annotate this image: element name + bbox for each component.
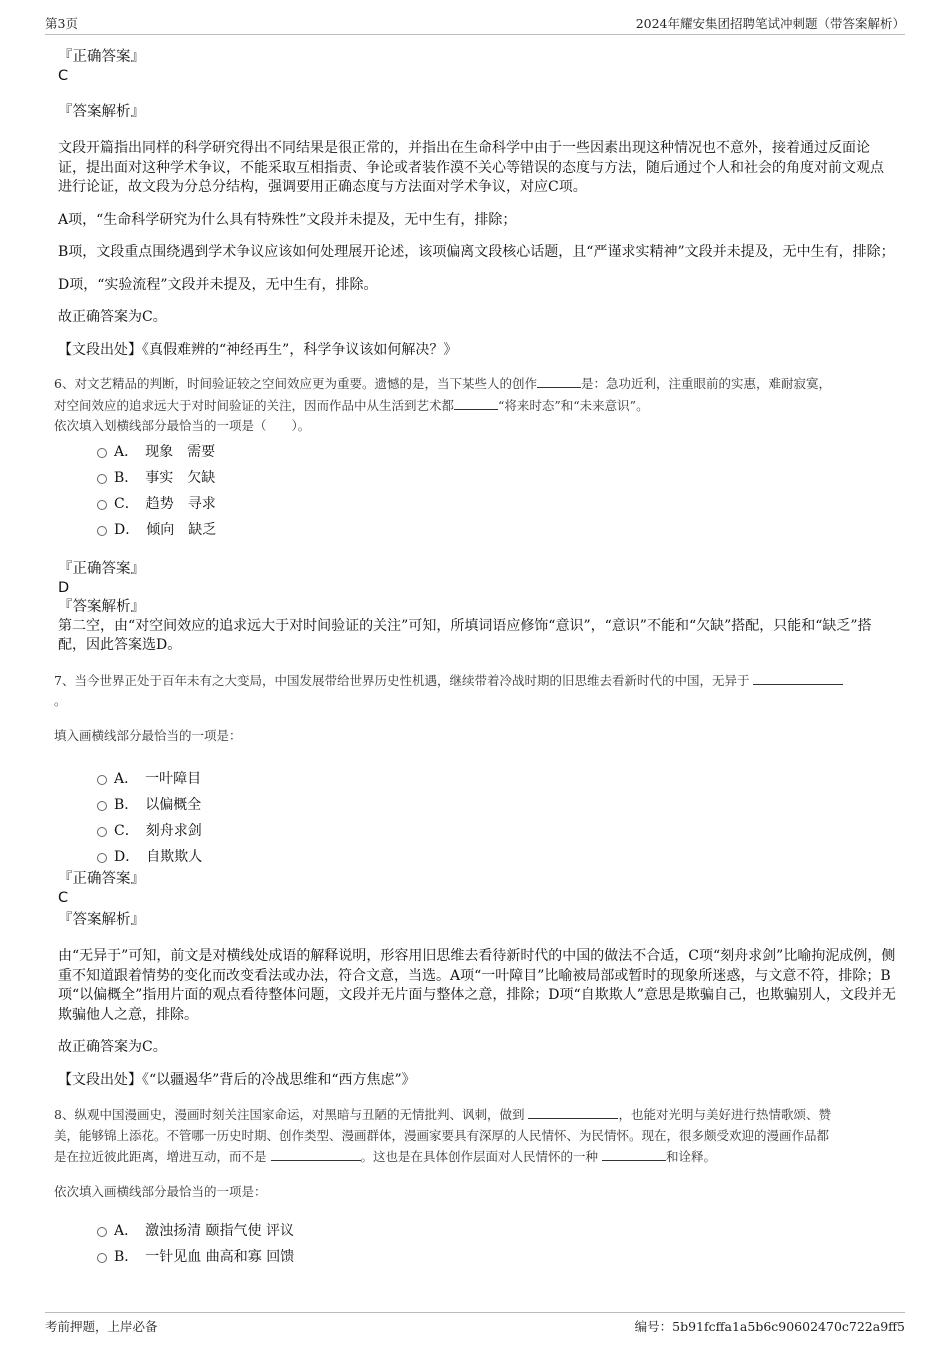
correct-answer-label: 『正确答案』 xyxy=(58,49,145,65)
source-citation: 【文段出处】《真假难辨的“神经再生”，科学争议该如何解决？》 xyxy=(58,341,458,358)
footer-slogan: 考前押题，上岸必备 xyxy=(45,1319,158,1334)
option-d[interactable]: D． 自欺欺人 xyxy=(58,844,896,870)
page-number: 第3页 xyxy=(45,16,78,31)
question-text: 是在拉近彼此距离，增进互动，而不是 。这也是在具体创作层面对人民情怀的一种 和诠释。 xyxy=(54,1146,896,1168)
option-a[interactable]: A． 现象 需要 xyxy=(58,439,896,465)
analysis-paragraph: 由“无异于”可知，前文是对横线处成语的解释说明，形容用旧思维去看待新时代的中国的做法不合适，C项“刻舟求剑”比喻拘泥成例，侧重不知道跟着情势的变化而改变看法或办法，符合文意，当选。A项“一叶障目”比喻被局部或暂时的现象所迷惑，与文意不符，排除；B项“以偏概全”指用片面的观点看待整体问题，文段并无片面与整体之意，排除；D项“自欺欺人”意思是欺骗自己，也欺骗别人，文段并无欺骗他人之意，排除。 xyxy=(58,948,896,1023)
option-c[interactable]: C． 趋势 寻求 xyxy=(58,491,896,517)
question-text: 美，能够锦上添花。不管哪一历史时期、创作类型、漫画群体，漫画家要具有深厚的人民情怀、为民情怀。现在，很多颇受欢迎的漫画作品都 xyxy=(54,1127,830,1143)
radio-button[interactable] xyxy=(97,801,107,811)
answer-blank xyxy=(753,670,843,685)
option-a[interactable]: A． 一叶障目 xyxy=(58,766,896,792)
radio-button[interactable] xyxy=(97,775,107,785)
radio-button[interactable] xyxy=(97,526,107,536)
analysis-label: 『答案解析』 xyxy=(58,598,145,615)
radio-button[interactable] xyxy=(97,827,107,837)
answer-blank xyxy=(528,1104,618,1119)
analysis-paragraph: 文段开篇指出同样的科学研究得出不同结果是很正常的，并指出在生命科学中由于一些因素出现这种情况也不意外，接着通过反面论证，提出面对这种学术争议，不能采取互相指责、争论或者装作漠不关心等错误的态度与方法，随后通过个人和社会的角度对前文观点进行论证，故文段为分总分结构，强调要用正确态度与方法面对学术争议，对应C项。 xyxy=(58,140,884,195)
option-b[interactable]: B． 一针见血 曲高和寡 回馈 xyxy=(58,1244,896,1270)
answer-blank xyxy=(537,373,581,388)
answer-blank xyxy=(271,1146,361,1161)
answer-blank xyxy=(602,1146,666,1161)
correct-answer-label: 『正确答案』 xyxy=(58,871,145,887)
document-title: 2024年耀安集团招聘笔试冲刺题（带答案解析） xyxy=(635,16,905,31)
radio-button[interactable] xyxy=(97,1253,107,1263)
question-text: 。 xyxy=(54,693,67,708)
option-d[interactable]: D． 倾向 缺乏 xyxy=(58,517,896,543)
analysis-paragraph: B项，文段重点围绕遇到学术争议应该如何处理展开论述，该项偏离文段核心话题，且“严谨求实精神”文段并未提及，无中生有，排除； xyxy=(58,244,895,260)
radio-button[interactable] xyxy=(97,448,107,458)
analysis-paragraph: D项，“实验流程”文段并未提及，无中生有，排除。 xyxy=(58,276,378,293)
page-header xyxy=(45,14,905,35)
question-text: 6、对文艺精品的判断，时间验证较之空间效应更为重要。遗憾的是，当下某些人的创作 是：急功近利，注重眼前的实惠，难耐寂寞， xyxy=(54,373,896,395)
analysis-label: 『答案解析』 xyxy=(58,104,145,120)
analysis-conclusion: 故正确答案为C。 xyxy=(58,1039,167,1055)
radio-button[interactable] xyxy=(97,500,107,510)
question-8 xyxy=(54,1104,896,1270)
question-text: 对空间效应的追求远大于对时间验证的关注，因而作品中从生活到艺术都 “将来时态”和“未来意识”。 xyxy=(54,395,896,417)
analysis-conclusion: 故正确答案为C。 xyxy=(58,309,167,325)
question-text: 8、纵观中国漫画史，漫画时刻关注国家命运，对黑暗与丑陋的无情批判、讽刺，做到 ，也能对光明与美好进行热情歌颂、赞 xyxy=(54,1104,896,1126)
correct-answer: D xyxy=(58,579,70,596)
analysis-paragraph: A项，“生命科学研究为什么具有特殊性”文段并未提及，无中生有，排除； xyxy=(58,211,517,228)
radio-button[interactable] xyxy=(97,474,107,484)
document-id: 编号：5b91fcffa1a5b6c90602470c722a9ff5 xyxy=(634,1319,905,1334)
question-text: 7、当今世界正处于百年未有之大变局，中国发展带给世界历史性机遇，继续带着冷战时期的旧思维去看新时代的中国，无异于 xyxy=(54,670,896,692)
source-citation: 【文段出处】《“以疆遏华”背后的冷战思维和“西方焦虑”》 xyxy=(58,1071,416,1088)
question-prompt: 依次填入画横线部分最恰当的一项是： xyxy=(54,1183,267,1199)
answer-blank xyxy=(454,395,498,410)
correct-answer: C xyxy=(58,890,69,906)
correct-answer: C xyxy=(58,68,69,84)
correct-answer-label: 『正确答案』 xyxy=(58,560,145,577)
question-prompt: 填入画横线部分最恰当的一项是： xyxy=(54,727,242,743)
question-6 xyxy=(54,373,896,656)
option-b[interactable]: B． 以偏概全 xyxy=(58,792,896,818)
option-b[interactable]: B． 事实 欠缺 xyxy=(58,465,896,491)
question-prompt: 依次填入划横线部分最恰当的一项是（ ）。 xyxy=(54,418,311,433)
question-7 xyxy=(54,670,896,1091)
option-a[interactable]: A． 激浊扬清 颐指气使 评议 xyxy=(58,1218,896,1244)
page-footer xyxy=(45,1312,905,1335)
analysis-paragraph: 第二空，由“对空间效应的追求远大于对时间验证的关注”可知，所填词语应修饰“意识”，“意识”不能和“欠缺”搭配，只能和“缺乏”搭配，因此答案选D。 xyxy=(58,617,872,653)
radio-button[interactable] xyxy=(97,853,107,863)
analysis-label: 『答案解析』 xyxy=(58,912,145,928)
radio-button[interactable] xyxy=(97,1227,107,1237)
page-content xyxy=(54,46,896,1270)
option-c[interactable]: C． 刻舟求剑 xyxy=(58,818,896,844)
